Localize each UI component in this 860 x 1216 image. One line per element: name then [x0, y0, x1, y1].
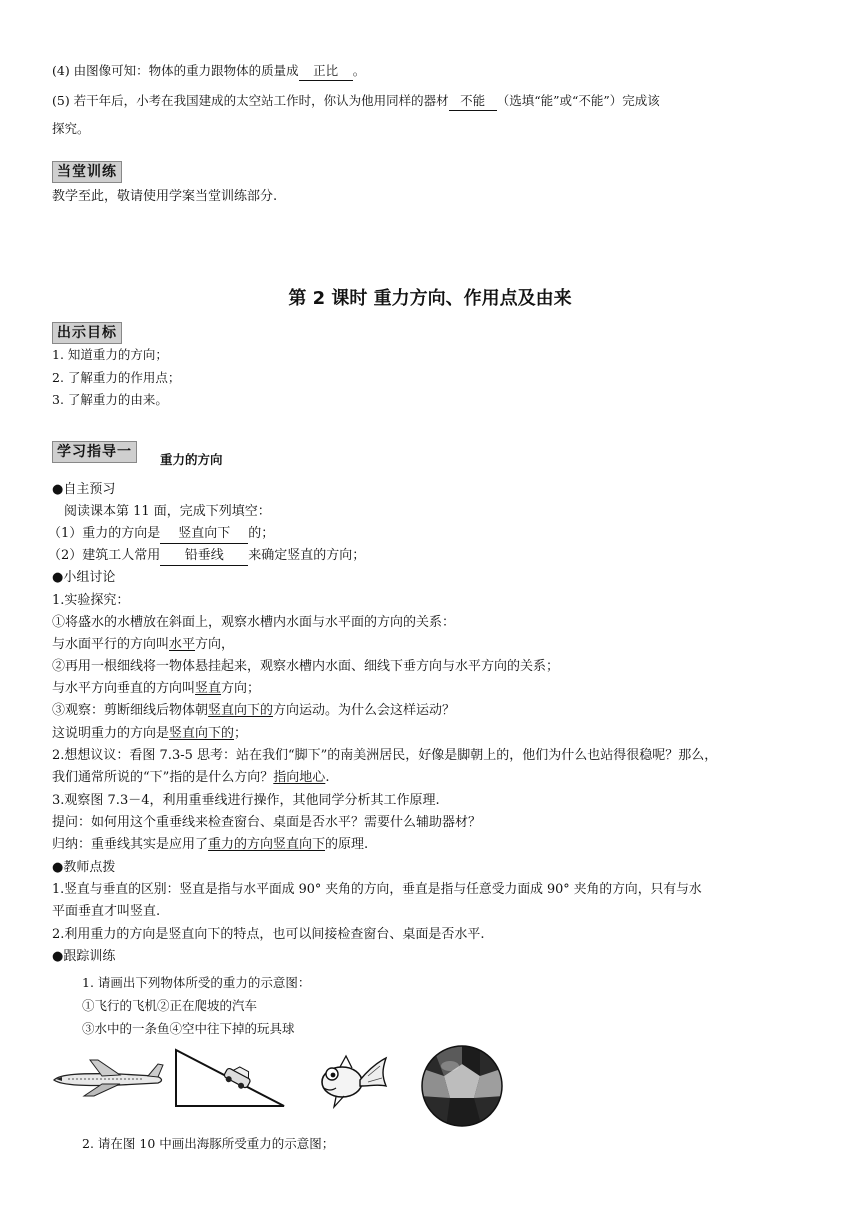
section-tag-practice: 当堂训练 — [52, 161, 122, 183]
goal-item: 3. 了解重力的由来。 — [52, 392, 168, 407]
experiment-step-5: ③观察：剪断细线后物体朝竖直向下的方向运动。为什么会这样运动？ — [52, 703, 456, 718]
practice-task-1: 1. 请画出下列物体所受的重力的示意图： — [82, 975, 311, 990]
think-discuss-question: 我们通常所说的“下”指的是什么方向？指向地心. — [52, 770, 330, 785]
think-discuss: 2.想想议议：看图 7.3-5 思考：站在我们“脚下”的南美洲居民，好像是脚朝上的，他们为什么也站得很稳呢？那么， — [52, 748, 718, 763]
section-tag-guide-1: 学习指导一 — [52, 441, 137, 463]
answer-5: 不能 — [449, 92, 497, 111]
experiment-step-2: 与水面平行的方向叫水平方向， — [52, 637, 235, 652]
heading-group-discussion: ●小组讨论 — [52, 570, 116, 585]
answer-vertical: 竖直 — [195, 681, 222, 696]
answer-downward-2: 竖直向下的 — [169, 726, 235, 741]
answer-horizontal: 水平 — [169, 637, 196, 652]
tip-1: 1.竖直与垂直的区别：竖直是指与水平面成 90° 夹角的方向，垂直是指与任意受力面成 90° 夹角的方向，只有与水 — [52, 882, 702, 897]
experiment-step-6: 这说明重力的方向是竖直向下的； — [52, 726, 248, 741]
fill-item-2: （2）建筑工人常用 铅垂线 来确定竖直的方向； — [48, 545, 365, 567]
reading-instruction: 阅读课本第 11 面，完成下列填空： — [64, 504, 271, 519]
experiment-step-4: 与水平方向垂直的方向叫竖直方向； — [52, 681, 261, 696]
experiment-step-3: ②再用一根细线将一物体悬挂起来，观察水槽内水面、细线下垂方向与水平方向的关系； — [52, 659, 560, 674]
fish-figure — [316, 1052, 392, 1110]
answer-earth-center: 指向地心 — [273, 770, 326, 785]
lesson-title: 第 2 课时 重力方向、作用点及由来 — [288, 288, 572, 309]
fill-answer-1: 竖直向下 — [160, 525, 248, 544]
ball-figure — [420, 1044, 504, 1128]
airplane-figure — [50, 1058, 166, 1098]
summary-item: 归纳：重垂线其实是应用了重力的方向竖直向下的原理. — [52, 837, 369, 852]
fill-item-1: （1）重力的方向是 竖直向下 的； — [48, 523, 274, 545]
section-tag-goals: 出示目标 — [52, 322, 122, 344]
heading-teacher-tips: ●教师点拨 — [52, 860, 116, 875]
goal-item: 1. 知道重力的方向； — [52, 347, 168, 362]
tip-2: 2.利用重力的方向是竖直向下的特点，也可以间接检查窗台、桌面是否水平. — [52, 927, 485, 942]
answer-4: 正比 — [299, 62, 353, 81]
practice-task-1-items-b: ③水中的一条鱼④空中往下掉的玩具球 — [82, 1021, 295, 1036]
heading-self-study: ●自主预习 — [52, 482, 116, 497]
observe-item: 3.观察图 7.3－4，利用重垂线进行操作，其他同学分析其工作原理. — [52, 793, 440, 808]
question-5: (5) 若干年后，小考在我国建成的太空站工作时，你认为他用同样的器材 不能 （选填“能”或“不能”）完成该 — [52, 90, 660, 112]
answer-principle: 重力的方向竖直向下 — [208, 837, 326, 852]
heading-tracking-practice: ●跟踪训练 — [52, 949, 116, 964]
experiment-label: 1.实验探究： — [52, 593, 130, 608]
practice-text: 教学至此，敬请使用学案当堂训练部分. — [52, 189, 278, 204]
goal-item: 2. 了解重力的作用点； — [52, 370, 181, 385]
question-4: (4) 由图像可知：物体的重力跟物体的质量成 正比 。 — [52, 60, 365, 82]
incline-car-figure — [172, 1048, 288, 1110]
tip-1-continued: 平面垂直才叫竖直. — [52, 904, 161, 919]
experiment-step-1: ①将盛水的水槽放在斜面上，观察水槽内水面与水平面的方向的关系： — [52, 615, 456, 630]
question-item: 提问：如何用这个重垂线来检查窗台、桌面是否水平？需要什么辅助器材？ — [52, 815, 482, 830]
answer-downward-1: 竖直向下的 — [208, 703, 274, 718]
practice-task-2: 2. 请在图 10 中画出海豚所受重力的示意图； — [82, 1136, 335, 1151]
fill-answer-2: 铅垂线 — [160, 547, 248, 566]
practice-task-1-items-a: ①飞行的飞机②正在爬坡的汽车 — [82, 998, 258, 1013]
guide-1-subtitle: 重力的方向 — [160, 452, 223, 467]
question-5-continued: 探究。 — [52, 121, 90, 136]
